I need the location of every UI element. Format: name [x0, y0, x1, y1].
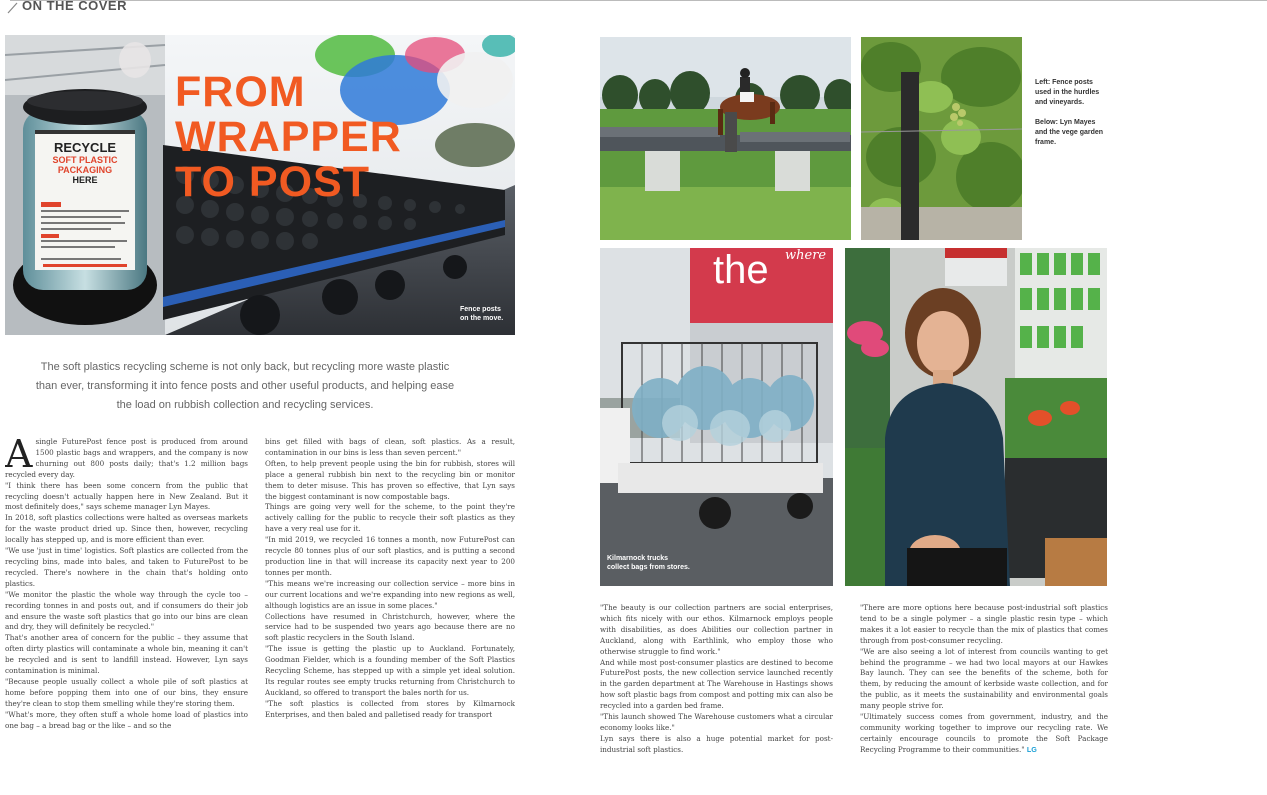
bin-label-soft-plastic: SOFT PLASTIC [52, 155, 118, 165]
headline [175, 70, 402, 205]
truck-caption-line-2: collect bags from stores. [607, 564, 690, 571]
article-column-2 [265, 437, 515, 769]
paragraph: Often, to help prevent people using the bin for rubbish, stores will place a general rubbish bin next to the recycling bin or monitor them to deter misuse. This has proven so effective, that Lyn says the biggest contaminant is now compostable bags. [265, 458, 515, 501]
paragraph: "The beauty is our collection partners are social enterprises, which fits nicely with our ethos. Kilmarnock employs people with disabilities, as does Abilities our collection partner in Auckland, along with Earthlink, who employ those who otherwise struggle to find work." [600, 603, 833, 656]
section-label: ON THE COVER [22, 0, 127, 13]
side-caption [1035, 78, 1125, 148]
paragraph: "The soft plastics is collected from stores by Kilmarnock Enterprises, and then baled and palletised ready for transport [265, 698, 515, 719]
vineyard-post-photo [861, 37, 1022, 240]
paragraph: Collections have resumed in Christchurch, however, where the service had to be suspended two years ago because there are no soft plastic recyclers in the South Island. [265, 611, 515, 643]
top-rule [10, 0, 1267, 1]
hero-caption [460, 305, 503, 323]
paragraph: "There are more options here because post-industrial soft plastics tend to be a single polymer – a single plastic resin type – which makes it a lot easier to recycle than the mix of plastics that comes through from post-consumer recycling. [860, 603, 1108, 645]
article-column-4 [860, 603, 1108, 773]
lyn-mayes-photo [845, 248, 1107, 586]
paragraph: "We are also seeing a lot of interest from councils wanting to get behind the programme – we had two local mayors at our Hawkes Bay launch. They can see the benefits of the scheme, both for them, by reducing the amount of kerbside waste collection, and for the public, as it meets the sustainability and environmental goals many people strive for. [860, 646, 1108, 711]
headline-line-3: TO POST [175, 158, 370, 206]
paragraph: "We use 'just in time' logistics. Soft plastics are collected from the recycling bins, made into bales, and taken to FuturePost to be recycled. There's nowhere in the chain that's holding onto plastics. [5, 546, 248, 588]
paragraph: "What's more, they often stuff a whole home load of plastics into one bag – a bread bag or the like – and so the [5, 709, 248, 730]
paragraph [860, 712, 1108, 756]
headline-line-1: FROM [175, 68, 306, 116]
hero-caption-line-1: Fence posts [460, 306, 501, 313]
side-caption-below-1: Below: Lyn Mayes [1035, 119, 1096, 126]
paragraph: single FuturePost fence post is produced from around 1500 plastic bags and wrappers, and the company is now churning out 800 posts daily; that's 1.2 million bags recycled every day. [5, 437, 248, 479]
paragraph: In 2018, soft plastics collections were halted as overseas markets for the waste product dried up. Since then, however, recycling locally has stepped up, and is more efficient than ever. [5, 513, 248, 545]
paragraph: Things are going very well for the scheme, to the point they're actively calling for the public to recycle their soft plastics as they have a very real use for it. [265, 502, 515, 534]
signoff-initials: LG [1026, 744, 1037, 754]
hero-image [5, 35, 515, 335]
hero-caption-line-2: on the move. [460, 315, 504, 322]
paragraph: "We monitor the plastic the whole way through the cycle too – recording tonnes in and posts out, and if consumers do their job and ensure the waste soft plastics that go into our bins are clean and dry, they will definitely be recycled." [5, 589, 248, 632]
dropcap: A [5, 437, 33, 476]
article-column-3 [600, 603, 833, 773]
paragraph: "In mid 2019, we recycled 16 tonnes a month, now FuturePost can recycle 80 tonnes plus of our soft plastics, and is putting a second production line in that will increase its capacity next year to 200 tonnes per month. [265, 535, 515, 577]
bin-label-recycle: RECYCLE [53, 140, 117, 155]
store-sign-text: the [713, 248, 769, 292]
article-column-1 [5, 437, 248, 769]
slash-mark-icon [6, 2, 20, 14]
paragraph: And while most post-consumer plastics are destined to become FuturePost posts, the new collection service launched recently in the garden department at The Warehouse in Hastings shows how soft plastic bags from compost and potting mix can also be recycled into a garden bed frame. [600, 657, 833, 711]
paragraph: "Because people usually collect a whole pile of soft plastics at home before popping them into one of our bins, they ensure they're clean to stop them smelling while they're storing them. [5, 676, 248, 708]
paragraph: "The issue is getting the plastic up to Auckland. Fortunately, Goodman Fielder, which is a founding member of the Soft Plastics Recycling Scheme, has stepped up with a simple yet ideal solution. Its regular routes see empty trucks returning from Christchurch to Auckland, so offered to transport the bales north for us. [265, 644, 515, 697]
side-caption-below-3: frame. [1035, 139, 1057, 146]
headline-line-2: WRAPPER [175, 113, 402, 161]
truck-caption-line-1: Kilmarnock trucks [607, 555, 669, 562]
side-caption-left-2: used in the hurdles [1035, 89, 1100, 96]
store-sign-script: where [785, 248, 827, 263]
bin-label-packaging: PACKAGING [57, 165, 113, 175]
paragraph: "This launch showed The Warehouse customers what a circular economy looks like." [600, 712, 833, 732]
horse-jump-photo [600, 37, 851, 240]
standfirst: The soft plastics recycling scheme is not only back, but recycling more waste plastic than ever, transforming it into fence posts and other useful products, and helping ease the load on rubbish collection and recycling services. [35, 361, 455, 411]
side-caption-left-3: and vineyards. [1035, 99, 1085, 106]
bin-label-here: HERE [72, 175, 98, 185]
paragraph: bins get filled with bags of clean, soft plastics. As a result, contamination in our bins is less than seven percent." [265, 437, 515, 457]
paragraph-text: "Ultimately success comes from government, industry, and the community working together to improve our recycling rate. We certainly encourage councils to promote the Soft Package Recycling Programme to their communities." [860, 712, 1108, 754]
paragraph: "I think there has been some concern from the public that recycling doesn't actually happen here in New Zealand. But it most definitely does," says scheme manager Lyn Mayes. [5, 480, 248, 512]
side-caption-below-2: and the vege garden [1035, 129, 1104, 136]
truck-caption [607, 554, 690, 572]
side-caption-left-1: Left: Fence posts [1035, 79, 1093, 86]
paragraph: "This means we're increasing our collection service – more bins in our current locations and we're expanding into new regions as well, although logistics are an issue in some places." [265, 578, 515, 610]
truck-photo [600, 248, 833, 586]
paragraph: Lyn says there is also a huge potential market for post-industrial soft plastics. [600, 733, 833, 754]
paragraph: That's another area of concern for the public – they assume that often dirty plastics will contaminate a whole bin, meaning it can't be recycled and is sent to landfill instead. However, Lyn says contamination is minimal. [5, 633, 248, 676]
